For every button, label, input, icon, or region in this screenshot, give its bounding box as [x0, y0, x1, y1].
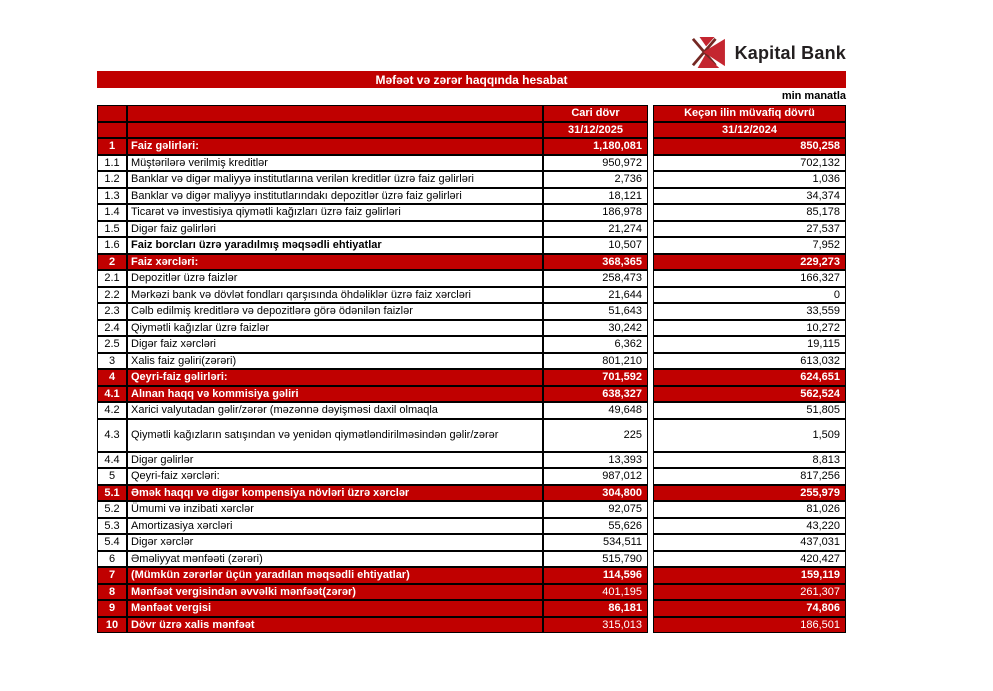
row-current-value: 49,648	[543, 402, 648, 419]
row-label: Qeyri-faiz xərcləri:	[127, 468, 543, 485]
row-number: 2.4	[97, 320, 127, 337]
row-previous-value: 74,806	[653, 600, 846, 617]
kapital-bank-k-icon	[690, 37, 726, 69]
table-header-row-labels	[97, 105, 846, 122]
row-number: 4	[97, 369, 127, 386]
report-title: Məfəət və zərər haqqında hesabat	[375, 72, 568, 87]
row-number: 1.4	[97, 204, 127, 221]
row-current-value: 30,242	[543, 320, 648, 337]
row-current-value: 401,195	[543, 584, 648, 601]
row-label: Faiz gəlirləri:	[127, 138, 543, 155]
row-current-value: 534,511	[543, 534, 648, 551]
unit-note: min manatla	[781, 90, 846, 102]
row-label: Xarici valyutadan gəlir/zərər (məzənnə dəyişməsi daxil olmaqla	[127, 402, 543, 419]
table-row	[97, 617, 846, 634]
row-label: Qeyri-faiz gəlirləri:	[127, 369, 543, 386]
row-number: 5.4	[97, 534, 127, 551]
row-number: 1.5	[97, 221, 127, 238]
row-previous-value: 43,220	[653, 518, 846, 535]
row-current-value: 114,596	[543, 567, 648, 584]
table-row	[97, 386, 846, 403]
row-previous-value: 702,132	[653, 155, 846, 172]
table-row	[97, 155, 846, 172]
row-previous-value: 85,178	[653, 204, 846, 221]
row-label: Digər faiz xərcləri	[127, 336, 543, 353]
row-current-value: 515,790	[543, 551, 648, 568]
table-row	[97, 270, 846, 287]
row-previous-value: 51,805	[653, 402, 846, 419]
row-label: Qiymətli kağızların satışından və yenidən qiymətləndirilməsindən gəlir/zərər	[127, 419, 543, 452]
row-label: Xalis faiz gəliri(zərəri)	[127, 353, 543, 370]
header-label-cell	[127, 105, 543, 122]
row-current-value: 801,210	[543, 353, 648, 370]
row-previous-value: 850,258	[653, 138, 846, 155]
row-number: 1	[97, 138, 127, 155]
row-current-value: 55,626	[543, 518, 648, 535]
row-label: Dövr üzrə xalis mənfəət	[127, 617, 543, 634]
table-row	[97, 369, 846, 386]
row-previous-value: 437,031	[653, 534, 846, 551]
row-number: 9	[97, 600, 127, 617]
row-number: 7	[97, 567, 127, 584]
row-previous-value: 1,509	[653, 419, 846, 452]
table-row	[97, 303, 846, 320]
row-number: 2.2	[97, 287, 127, 304]
table-row	[97, 452, 846, 469]
row-previous-value: 10,272	[653, 320, 846, 337]
table-row	[97, 237, 846, 254]
row-current-value: 13,393	[543, 452, 648, 469]
table-row	[97, 402, 846, 419]
row-label: Digər faiz gəlirləri	[127, 221, 543, 238]
row-previous-value: 261,307	[653, 584, 846, 601]
row-current-value: 18,121	[543, 188, 648, 205]
table-row	[97, 353, 846, 370]
row-previous-value: 166,327	[653, 270, 846, 287]
row-label: Ticarət və investisiya qiymətli kağızları üzrə faiz gəlirləri	[127, 204, 543, 221]
row-previous-value: 255,979	[653, 485, 846, 502]
row-current-value: 6,362	[543, 336, 648, 353]
row-number: 2.1	[97, 270, 127, 287]
row-label: Müştərilərə verilmiş kreditlər	[127, 155, 543, 172]
row-number: 5.1	[97, 485, 127, 502]
report-title-bar	[97, 71, 846, 88]
table-row	[97, 485, 846, 502]
row-previous-value: 7,952	[653, 237, 846, 254]
row-previous-value: 159,119	[653, 567, 846, 584]
table-row	[97, 534, 846, 551]
row-number: 10	[97, 617, 127, 634]
row-current-value: 1,180,081	[543, 138, 648, 155]
table-row	[97, 419, 846, 452]
row-previous-value: 420,427	[653, 551, 846, 568]
row-number: 4.3	[97, 419, 127, 452]
row-current-value: 2,736	[543, 171, 648, 188]
row-previous-value: 33,559	[653, 303, 846, 320]
row-current-value: 315,013	[543, 617, 648, 634]
row-current-value: 638,327	[543, 386, 648, 403]
table-row	[97, 287, 846, 304]
row-number: 2.3	[97, 303, 127, 320]
row-number: 3	[97, 353, 127, 370]
row-number: 5.2	[97, 501, 127, 518]
row-label: Depozitlər üzrə faizlər	[127, 270, 543, 287]
row-label: Digər gəlirlər	[127, 452, 543, 469]
row-number: 1.6	[97, 237, 127, 254]
table-row	[97, 518, 846, 535]
row-number: 4.4	[97, 452, 127, 469]
row-label: Banklar və digər maliyyə institutlarındakı depozitlər üzrə faiz gəlirləri	[127, 188, 543, 205]
table-row	[97, 567, 846, 584]
row-label: Faiz xərcləri:	[127, 254, 543, 271]
row-number: 8	[97, 584, 127, 601]
row-label: Amortizasiya xərcləri	[127, 518, 543, 535]
table-row	[97, 204, 846, 221]
header-number-cell	[97, 122, 127, 139]
table-row	[97, 501, 846, 518]
row-current-value: 225	[543, 419, 648, 452]
row-previous-value: 8,813	[653, 452, 846, 469]
table-header-row-dates	[97, 122, 846, 139]
row-current-value: 701,592	[543, 369, 648, 386]
row-previous-value: 613,032	[653, 353, 846, 370]
row-number: 2	[97, 254, 127, 271]
table-row	[97, 468, 846, 485]
table-body	[97, 138, 846, 633]
row-label: Banklar və digər maliyyə institutlarına verilən kreditlər üzrə faiz gəlirləri	[127, 171, 543, 188]
row-label: Ümumi və inzibati xərclər	[127, 501, 543, 518]
row-number: 5	[97, 468, 127, 485]
row-label: Digər xərclər	[127, 534, 543, 551]
row-label: Mənfəət vergisindən əvvəlki mənfəət(zərər)	[127, 584, 543, 601]
row-label: Mərkəzi bank və dövlət fondları qarşısında öhdəliklər üzrə faiz xərcləri	[127, 287, 543, 304]
kapital-bank-logo	[97, 36, 846, 70]
row-previous-value: 1,036	[653, 171, 846, 188]
row-current-value: 86,181	[543, 600, 648, 617]
row-number: 1.1	[97, 155, 127, 172]
row-current-value: 987,012	[543, 468, 648, 485]
row-number: 5.3	[97, 518, 127, 535]
row-current-value: 186,978	[543, 204, 648, 221]
table-row	[97, 600, 846, 617]
row-label: (Mümkün zərərlər üçün yaradılan məqsədli ehtiyatlar)	[127, 567, 543, 584]
row-label: Cəlb edilmiş kreditlərə və depozitlərə görə ödənilən faizlər	[127, 303, 543, 320]
row-current-value: 51,643	[543, 303, 648, 320]
row-previous-value: 0	[653, 287, 846, 304]
row-previous-value: 817,256	[653, 468, 846, 485]
report-page	[97, 0, 846, 633]
table-row	[97, 254, 846, 271]
row-number: 1.3	[97, 188, 127, 205]
table-row	[97, 551, 846, 568]
row-previous-value: 186,501	[653, 617, 846, 634]
row-current-value: 10,507	[543, 237, 648, 254]
row-previous-value: 81,026	[653, 501, 846, 518]
row-number: 4.2	[97, 402, 127, 419]
table-row	[97, 221, 846, 238]
header-current-date: 31/12/2025	[543, 122, 648, 139]
row-previous-value: 562,524	[653, 386, 846, 403]
row-current-value: 92,075	[543, 501, 648, 518]
logo-wordmark: Kapital Bank	[734, 42, 846, 63]
table-row	[97, 138, 846, 155]
row-label: Mənfəət vergisi	[127, 600, 543, 617]
row-previous-value: 27,537	[653, 221, 846, 238]
row-current-value: 368,365	[543, 254, 648, 271]
header-previous-date: 31/12/2024	[653, 122, 846, 139]
header-label-cell	[127, 122, 543, 139]
row-number: 6	[97, 551, 127, 568]
row-label: Əməliyyat mənfəəti (zərəri)	[127, 551, 543, 568]
header-current-period: Cari dövr	[543, 105, 648, 122]
table-row	[97, 336, 846, 353]
table-row	[97, 320, 846, 337]
table-row	[97, 584, 846, 601]
row-current-value: 950,972	[543, 155, 648, 172]
row-label: Alınan haqq və kommisiya gəliri	[127, 386, 543, 403]
header-previous-period: Keçən ilin müvafiq dövrü	[653, 105, 846, 122]
row-label: Qiymətli kağızlar üzrə faizlər	[127, 320, 543, 337]
row-current-value: 258,473	[543, 270, 648, 287]
row-current-value: 21,274	[543, 221, 648, 238]
header-number-cell	[97, 105, 127, 122]
row-previous-value: 624,651	[653, 369, 846, 386]
profit-loss-table	[97, 105, 846, 633]
table-row	[97, 188, 846, 205]
row-previous-value: 34,374	[653, 188, 846, 205]
row-number: 4.1	[97, 386, 127, 403]
row-current-value: 21,644	[543, 287, 648, 304]
row-label: Faiz borcları üzrə yaradılmış məqsədli ehtiyatlar	[127, 237, 543, 254]
table-row	[97, 171, 846, 188]
row-number: 2.5	[97, 336, 127, 353]
row-previous-value: 19,115	[653, 336, 846, 353]
row-previous-value: 229,273	[653, 254, 846, 271]
row-current-value: 304,800	[543, 485, 648, 502]
row-number: 1.2	[97, 171, 127, 188]
row-label: Əmək haqqı və digər kompensiya növləri üzrə xərclər	[127, 485, 543, 502]
